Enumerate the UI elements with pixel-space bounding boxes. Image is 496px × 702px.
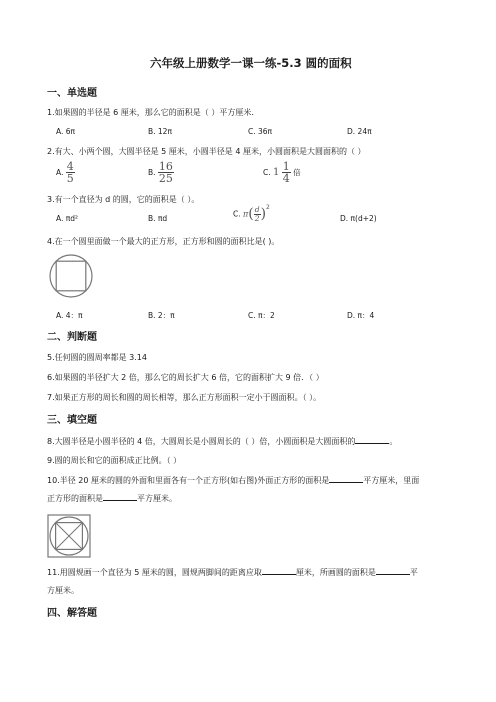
circle-with-inscribed-square-figure (47, 252, 95, 300)
q2-option-b[interactable] (148, 161, 174, 184)
q1-option-b[interactable]: B. 12π (148, 127, 172, 136)
q2-option-a[interactable] (56, 161, 75, 184)
answer-blank[interactable] (355, 435, 389, 444)
fraction-denominator: 25 (158, 172, 173, 185)
question-8-end: 。 (389, 437, 398, 446)
circle-square-icon (47, 252, 95, 300)
fraction-denominator: 4 (282, 172, 290, 185)
question-7: 7.如果正方形的周长和圆的周长相等，那么正方形面积一定小于圆面积。（ ）。 (47, 393, 322, 402)
answer-blank[interactable] (262, 566, 296, 575)
mixed-number-whole: 1 (273, 167, 280, 178)
question-11 (47, 566, 418, 578)
fraction-denominator: 2 (254, 213, 260, 223)
q3-option-d[interactable]: D. π(d+2) (340, 214, 377, 223)
q3-option-a[interactable]: A. πd² (56, 214, 79, 223)
fraction-numerator: 16 (158, 160, 173, 173)
q1-option-a[interactable]: A. 6π (56, 127, 76, 136)
question-10-text-3: 正方形的面积是 (47, 494, 103, 503)
option-letter: B. (148, 168, 156, 177)
question-8 (47, 435, 397, 447)
question-6: 6.如果圆的半径扩大 2 倍，那么它的周长扩大 6 倍，它的面积扩大 9 倍．（ ） (47, 373, 324, 382)
question-10-text: 10.半径 20 厘米的圆的外面和里面各有一个正方形(如右图)外面正方形的面积是 (47, 476, 330, 485)
q1-option-c[interactable]: C. 36π (248, 127, 273, 136)
right-paren: ) (260, 206, 267, 222)
section-heading-problems: 四、解答题 (47, 608, 97, 619)
q4-option-b[interactable]: B. 2：π (148, 311, 175, 320)
answer-blank[interactable] (103, 492, 137, 501)
question-10 (47, 474, 419, 486)
q4-option-a[interactable]: A. 4：π (56, 311, 83, 320)
section-heading-fill-blank: 三、填空题 (47, 415, 97, 426)
q3-option-c[interactable] (233, 206, 270, 222)
square-circle-square-figure (47, 514, 91, 558)
fraction (66, 161, 75, 184)
question-4: 4.在一个圆里面做一个最大的正方形，正方形和圆的面积比是( )。 (47, 237, 280, 246)
q4-option-c[interactable]: C. π：2 (248, 311, 275, 320)
nested-squares-circle-icon (47, 514, 91, 558)
q3-option-b[interactable]: B. πd (148, 214, 168, 223)
question-3: 3.有一个直径为 d 的圆，它的面积是（ ）。 (47, 195, 200, 204)
left-paren: ( (248, 206, 254, 222)
q2-option-c[interactable] (263, 161, 301, 184)
page-title: 六年级上册数学一课一练-5.3 圆的面积 (150, 56, 352, 70)
question-9: 9.圆的周长和它的面积成正比例。（ ） (47, 456, 182, 465)
question-2: 2.有大、小两个圆，大圆半径是 5 厘米，小圆半径是 4 厘米，小圆面积是大圆面积的（ ） (47, 147, 366, 156)
question-11-line-2: 方厘米。 (47, 586, 79, 595)
fraction-denominator: 5 (66, 172, 74, 185)
question-10-text-4: 平方厘米。 (137, 494, 177, 503)
question-11-text: 11.用圆规画一个直径为 5 厘米的圆，圆规两脚间的距离应取 (47, 568, 262, 577)
option-letter: C. (233, 209, 241, 219)
q1-option-d[interactable]: D. 24π (347, 127, 372, 136)
times-suffix: 倍 (293, 168, 301, 177)
exponent: 2 (266, 204, 270, 211)
section-heading-single-choice: 一、单选题 (47, 88, 97, 99)
fraction (158, 161, 174, 184)
question-10-line-2 (47, 492, 177, 504)
fraction-numerator: d (254, 205, 260, 214)
question-5: 5.任何圆的圆周率都是 3.14 (47, 353, 147, 362)
answer-blank[interactable] (329, 474, 363, 483)
pi-symbol: π (243, 209, 249, 219)
fraction-numerator: 4 (66, 160, 74, 173)
option-letter: A. (56, 168, 64, 177)
fraction (282, 161, 291, 184)
question-10-text-2: 平方厘米，里面 (363, 476, 420, 485)
question-8-text: 8.大圆半径是小圆半径的 4 倍，大圆周长是小圆周长的（ ）倍，小圆面积是大圆面积的 (47, 437, 356, 446)
question-11-text-2: 厘米，所画圆的面积是 (295, 568, 376, 577)
fraction (254, 206, 261, 222)
q4-option-d[interactable]: D. π：4 (347, 311, 375, 320)
answer-blank[interactable] (376, 566, 410, 575)
section-heading-true-false: 二、判断题 (47, 332, 97, 343)
option-letter: C. (263, 168, 271, 177)
question-1: 1.如果圆的半径是 6 厘米，那么它的面积是（ ）平方厘米. (47, 108, 254, 117)
fraction-numerator: 1 (282, 160, 290, 173)
question-11-text-3: 平 (409, 568, 418, 577)
